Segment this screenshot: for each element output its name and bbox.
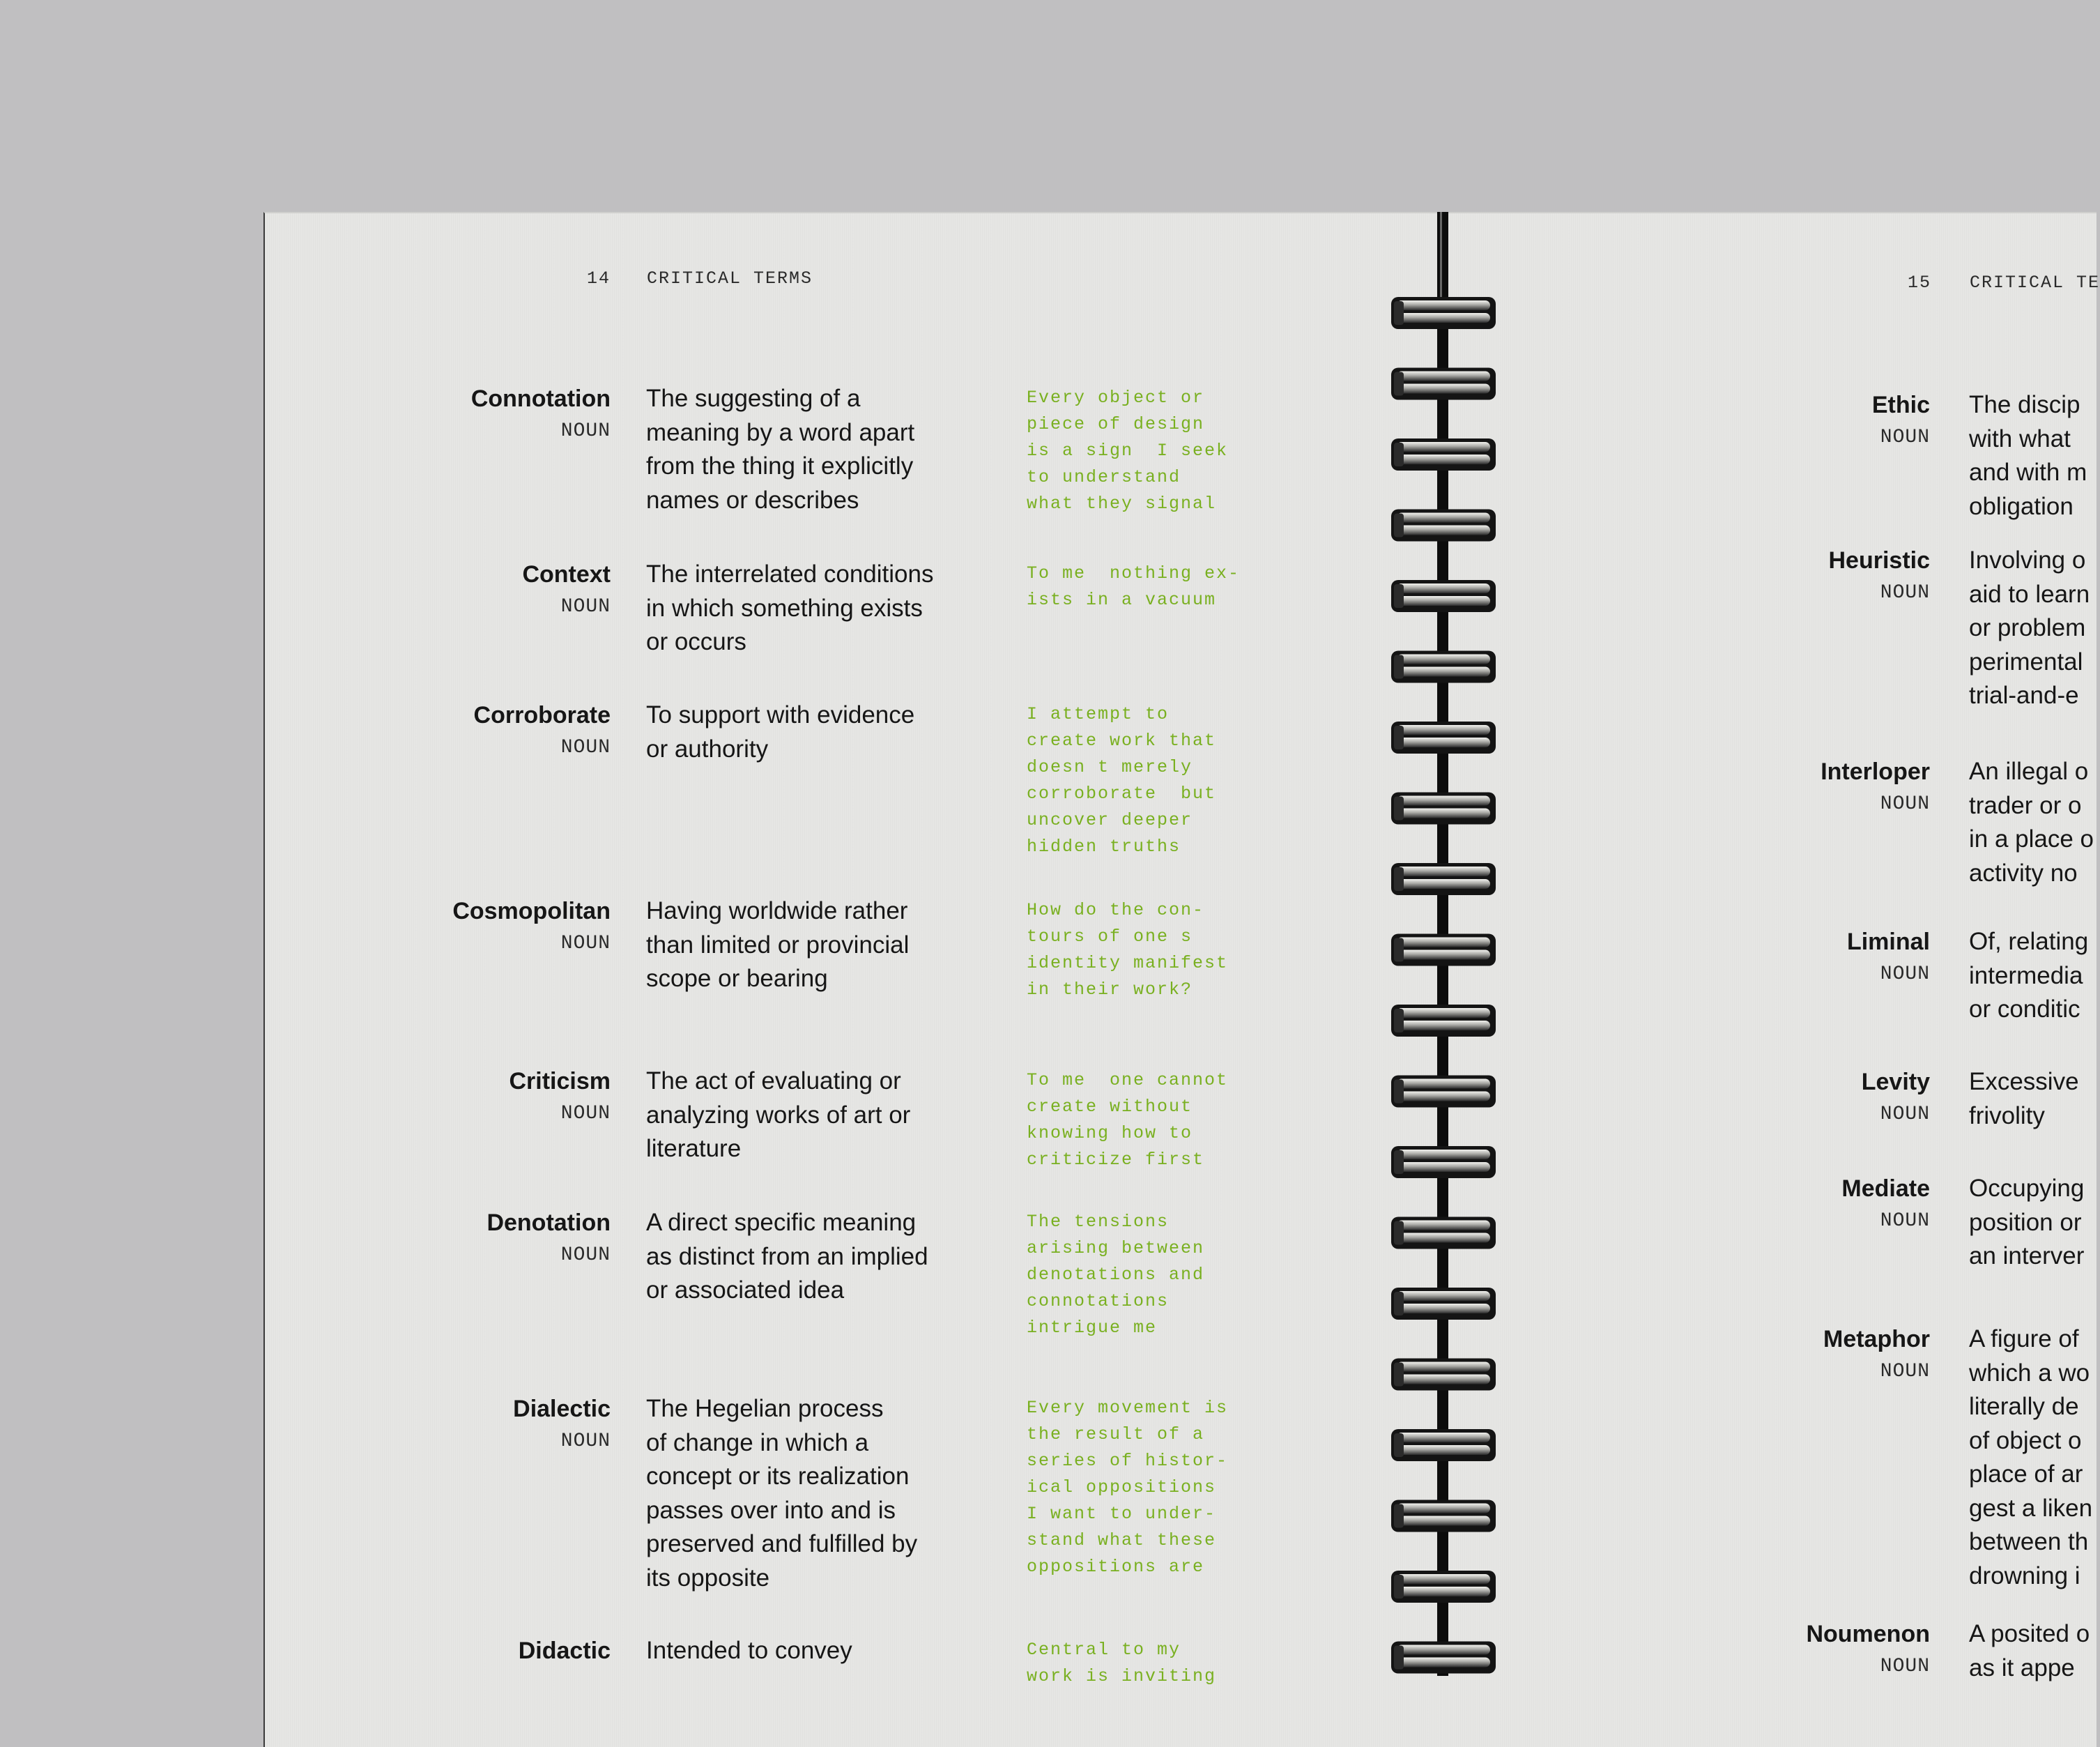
right-running-header: CRITICAL TE <box>1970 273 2100 293</box>
right-term-word: Interloper <box>1821 758 1930 785</box>
right-term-word: Ethic <box>1871 392 1930 418</box>
spiral-ring <box>1391 1500 1496 1532</box>
left-term-word: Context <box>522 561 611 588</box>
right-definition: Occupying position or an interver <box>1969 1175 2085 1269</box>
spiral-ring <box>1391 1359 1496 1391</box>
spiral-ring <box>1391 722 1496 754</box>
left-part-of-speech: NOUN <box>560 1244 611 1266</box>
left-definition: The suggesting of a meaning by a word apart from the thing it explicitly names or describes <box>646 385 915 514</box>
spiral-ring <box>1391 1642 1496 1674</box>
right-definition: Excessive frivolity <box>1969 1068 2079 1129</box>
right-part-of-speech: NOUN <box>1880 1210 1930 1232</box>
left-term-word: Corroborate <box>473 702 611 728</box>
left-part-of-speech: NOUN <box>560 596 611 618</box>
left-part-of-speech: NOUN <box>560 1431 611 1452</box>
left-term-word: Connotation <box>470 386 611 412</box>
right-part-of-speech: NOUN <box>1880 963 1930 985</box>
spiral-ring <box>1391 793 1496 825</box>
left-definition: The interrelated conditions in which something exists or occurs <box>646 560 934 655</box>
right-term-word: Liminal <box>1846 929 1930 955</box>
right-part-of-speech: NOUN <box>1880 793 1930 815</box>
spiral-ring <box>1391 651 1496 683</box>
left-part-of-speech: NOUN <box>560 420 611 442</box>
right-term-word: Levity <box>1861 1069 1930 1095</box>
left-definition: The Hegelian process of change in which a concept or its realization passes over into and is preserved and fulfilled by its opposite <box>646 1395 918 1592</box>
spiral-ring <box>1391 580 1496 612</box>
left-term-word: Criticism <box>509 1068 611 1094</box>
spiral-ring <box>1391 934 1496 966</box>
left-definition: To support with evidence or authority <box>646 701 915 763</box>
spiral-ring <box>1391 863 1496 895</box>
spiral-ring <box>1391 1005 1496 1037</box>
left-term-word: Dialectic <box>513 1396 611 1422</box>
left-annotation: Central to my work is inviting <box>1027 1640 1217 1686</box>
left-annotation: I attempt to create work that doesn t merely corroborate but uncover deeper hidden truths <box>1027 704 1217 857</box>
left-part-of-speech: NOUN <box>560 933 611 954</box>
right-definition: Of, relating intermedia or conditic <box>1969 928 2089 1023</box>
right-part-of-speech: NOUN <box>1880 427 1930 448</box>
spiral-ring <box>1391 1146 1496 1178</box>
left-running-header: CRITICAL TERMS <box>647 268 813 289</box>
right-part-of-speech: NOUN <box>1880 1361 1930 1382</box>
spiral-ring <box>1391 1429 1496 1461</box>
right-definition: An illegal o trader or o in a place o activity no <box>1969 758 2094 887</box>
left-annotation: Every movement is the result of a series of histor- ical oppositions I want to under- stand what these oppositions are <box>1027 1398 1229 1577</box>
left-definition: Having worldwide rather than limited or provincial scope or bearing <box>646 897 910 992</box>
spiral-ring <box>1391 368 1496 400</box>
right-page-number: 15 <box>1908 273 1932 293</box>
spiral-ring <box>1391 438 1496 471</box>
left-term-word: Didactic <box>518 1638 611 1664</box>
right-term-word: Heuristic <box>1828 547 1930 574</box>
left-definition: The act of evaluating or analyzing works of art or literature <box>646 1067 911 1162</box>
left-definition: A direct specific meaning as distinct from an implied or associated idea <box>646 1209 928 1304</box>
left-annotation: To me nothing ex- ists in a vacuum <box>1027 563 1241 610</box>
right-part-of-speech: NOUN <box>1880 1104 1930 1125</box>
right-part-of-speech: NOUN <box>1880 1656 1930 1677</box>
left-term-word: Denotation <box>486 1210 611 1236</box>
left-part-of-speech: NOUN <box>560 737 611 758</box>
spiral-ring <box>1391 1288 1496 1320</box>
right-definition: A posited o as it appe <box>1969 1620 2090 1681</box>
left-annotation: Every object or piece of design is a sign I seek to understand what they signal <box>1027 388 1229 514</box>
right-definition: Involving o aid to learn or problem perimental trial-and-e <box>1969 547 2090 709</box>
spiral-ring <box>1391 510 1496 542</box>
left-annotation: To me one cannot create without knowing how to criticize first <box>1027 1070 1229 1170</box>
spiral-ring <box>1391 1571 1496 1603</box>
left-term-word: Cosmopolitan <box>452 898 611 924</box>
left-part-of-speech: NOUN <box>560 1103 611 1124</box>
spiral-ring <box>1391 297 1496 329</box>
left-definition: Intended to convey <box>646 1637 852 1664</box>
left-page-number: 14 <box>587 268 611 289</box>
right-part-of-speech: NOUN <box>1880 582 1930 604</box>
right-definition: A figure of which a wo literally de of object o place of ar gest a liken between th drowning i <box>1969 1325 2093 1589</box>
left-annotation: How do the con- tours of one s identity manifest in their work? <box>1027 900 1229 1000</box>
right-term-word: Mediate <box>1841 1175 1930 1202</box>
right-definition: The discip with what and with m obligation <box>1969 391 2087 520</box>
spiral-ring <box>1391 1217 1496 1249</box>
right-term-word: Metaphor <box>1823 1326 1930 1352</box>
right-term-word: Noumenon <box>1806 1621 1930 1647</box>
left-annotation: The tensions arising between denotations and connotations intrigue me <box>1027 1212 1205 1338</box>
spiral-ring <box>1391 1076 1496 1108</box>
